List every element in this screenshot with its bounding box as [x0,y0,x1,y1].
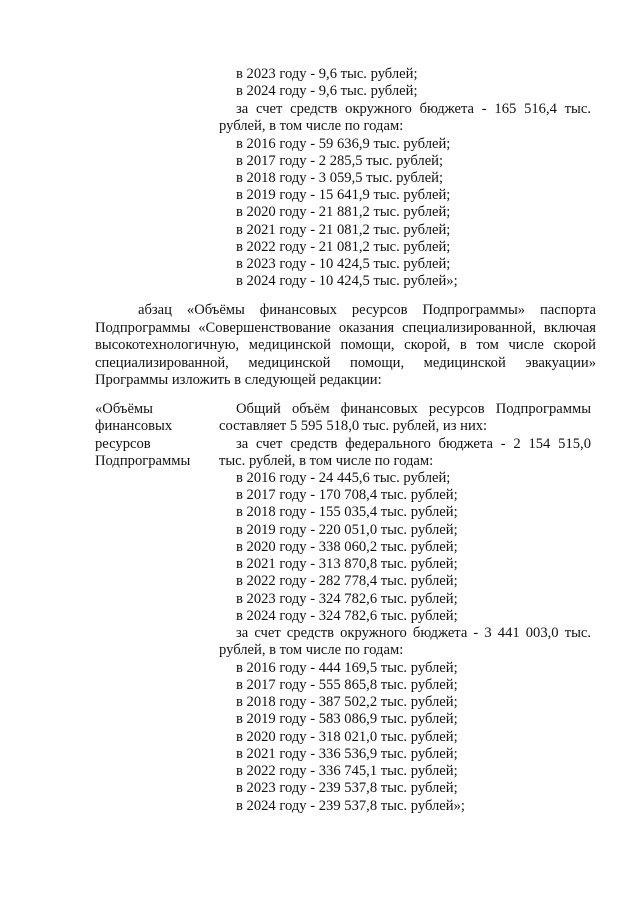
list-item: в 2020 году - 338 060,2 тыс. рублей; [236,539,458,555]
list-item: в 2018 году - 387 502,2 тыс. рублей; [236,694,458,710]
list-item: в 2022 году - 21 081,2 тыс. рублей; [236,239,451,255]
paragraph-line: Подпрограммы «Совершенствование оказания специализированной, включая [95,320,596,336]
list-item: в 2024 году - 10 424,5 тыс. рублей»; [236,273,458,289]
list-item: в 2022 году - 282 778,4 тыс. рублей; [236,573,458,589]
table-label: ресурсов [95,436,151,452]
list-item: в 2020 году - 318 021,0 тыс. рублей; [236,729,458,745]
list-item: в 2019 году - 15 641,9 тыс. рублей; [236,187,451,203]
list-item: в 2021 году - 21 081,2 тыс. рублей; [236,222,451,238]
paragraph-line: специализированной, медицинской помощи, медицинской эвакуации» [95,355,596,371]
list-item: в 2021 году - 313 870,8 тыс. рублей; [236,556,458,572]
paragraph-line: высокотехнологичную, медицинской помощи, скорой, в том числе скорой [95,337,596,353]
table-label: финансовых [95,418,173,434]
text-line: составляет 5 595 518,0 тыс. рублей, из них: [219,418,488,434]
list-item: в 2023 году - 10 424,5 тыс. рублей; [236,256,451,272]
list-item: в 2017 году - 2 285,5 тыс. рублей; [236,153,444,169]
list-item: в 2016 году - 59 636,9 тыс. рублей; [236,136,451,152]
text-line: за счет средств окружного бюджета - 165 516,4 тыс. [236,101,591,117]
list-item: в 2017 году - 555 865,8 тыс. рублей; [236,677,458,693]
list-item: в 2021 году - 336 536,9 тыс. рублей; [236,746,458,762]
list-item: в 2022 году - 336 745,1 тыс. рублей; [236,763,458,779]
list-item: в 2019 году - 220 051,0 тыс. рублей; [236,522,458,538]
paragraph-line: абзац «Объёмы финансовых ресурсов Подпрограммы» паспорта [138,302,596,318]
table-label: Подпрограммы [95,453,191,469]
table-label: «Объёмы [95,401,153,417]
list-item: в 2016 году - 24 445,6 тыс. рублей; [236,470,451,486]
paragraph-line: Программы изложить в следующей редакции: [95,372,382,388]
text-line: рублей, в том числе по годам: [219,118,404,134]
text-line: рублей, в том числе по годам: [219,642,404,658]
list-item: в 2017 году - 170 708,4 тыс. рублей; [236,487,458,503]
text-line: за счет средств федерального бюджета - 2 154 515,0 [236,436,591,452]
list-item: в 2024 году - 239 537,8 тыс. рублей»; [236,798,465,814]
text-line: Общий объём финансовых ресурсов Подпрограммы [236,401,591,417]
list-item: в 2023 году - 239 537,8 тыс. рублей; [236,780,458,796]
list-item: в 2018 году - 155 035,4 тыс. рублей; [236,504,458,520]
text-line: тыс. рублей, в том числе по годам: [219,453,434,469]
text-line: в 2024 году - 9,6 тыс. рублей; [236,83,418,99]
list-item: в 2016 году - 444 169,5 тыс. рублей; [236,660,458,676]
text-line: в 2023 году - 9,6 тыс. рублей; [236,66,418,82]
text-line: за счет средств окружного бюджета - 3 441 003,0 тыс. [236,625,591,641]
list-item: в 2018 году - 3 059,5 тыс. рублей; [236,170,444,186]
list-item: в 2023 году - 324 782,6 тыс. рублей; [236,591,458,607]
list-item: в 2020 году - 21 881,2 тыс. рублей; [236,204,451,220]
list-item: в 2019 году - 583 086,9 тыс. рублей; [236,711,458,727]
list-item: в 2024 году - 324 782,6 тыс. рублей; [236,608,458,624]
